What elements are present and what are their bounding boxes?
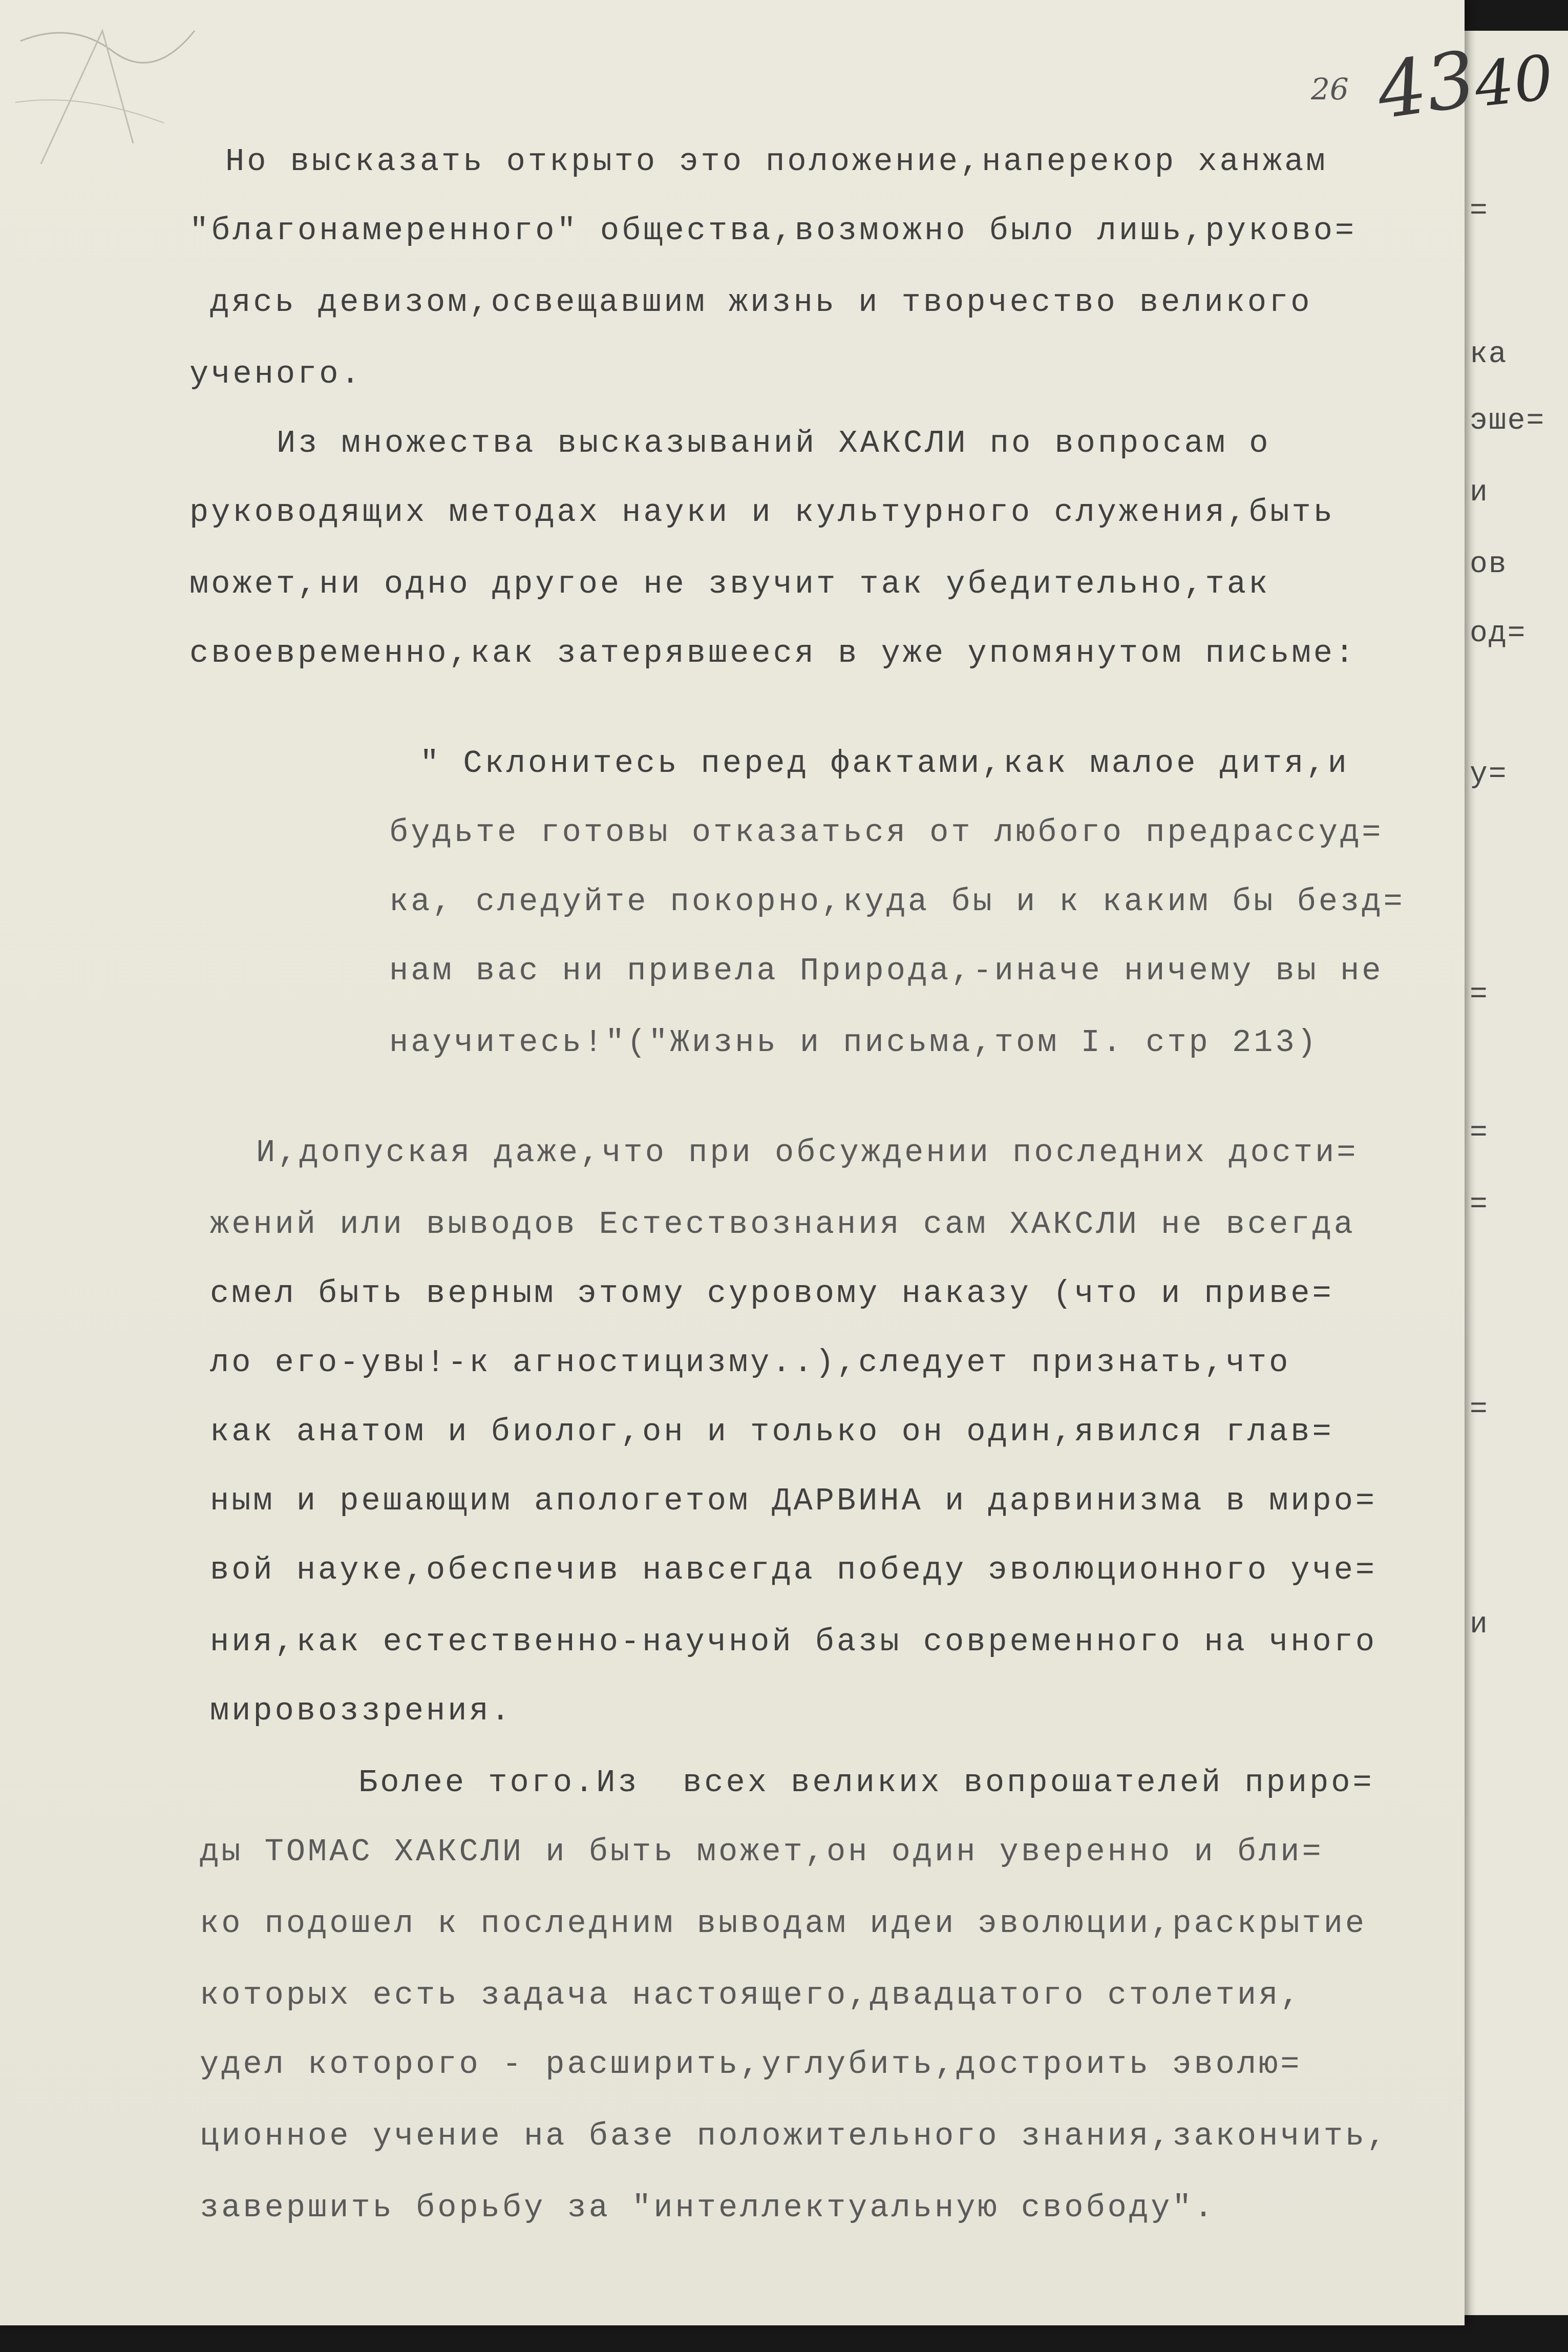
handwritten-page-number: 43 <box>1371 34 1481 137</box>
underlying-fragment: = <box>1470 195 1489 228</box>
text-line: И,допуская даже,что при обсуждении последних дости= <box>256 1135 1359 1171</box>
underlying-fragment: и <box>1470 476 1489 510</box>
handwritten-page-number-underlying: 40 <box>1471 42 1557 121</box>
underlying-fragment: од= <box>1470 617 1527 650</box>
text-line: смел быть верным этому суровому наказу (что и приве= <box>210 1275 1334 1312</box>
text-line: "благонамеренного" общества,возможно было лишь,руково= <box>189 213 1357 249</box>
text-line: жений или выводов Естествознания сам ХАКСЛИ не всегда <box>210 1206 1355 1243</box>
quote-line: нам вас ни привела Природа,-иначе ничему вы не <box>389 953 1384 989</box>
text-line: вой науке,обеспечив навсегда победу эволюционного уче= <box>210 1552 1378 1588</box>
quote-line: ка, следуйте покорно,куда бы и к каким бы безд= <box>389 884 1405 920</box>
typed-page-number: 26 <box>1311 72 1349 107</box>
text-line: ко подошел к последним выводам идеи эволюции,раскрытие <box>200 1905 1367 1942</box>
underlying-fragment: и <box>1470 1608 1489 1642</box>
underlying-fragment: = <box>1470 1393 1489 1426</box>
text-line: может,ни одно другое не звучит так убедительно,так <box>189 566 1270 602</box>
underlying-fragment: = <box>1470 1188 1489 1222</box>
underlying-fragment: эше= <box>1470 405 1545 438</box>
underlying-fragment: = <box>1470 1117 1489 1150</box>
text-line: руководящих методах науки и культурного служения,быть <box>189 494 1335 531</box>
text-line: Но высказать открыто это положение,наперекор ханжам <box>225 143 1328 180</box>
underlying-fragment: у= <box>1470 758 1508 791</box>
quote-line: " Склонитесь перед фактами,как малое дитя,и <box>420 745 1349 782</box>
text-line: ным и решающим апологетом ДАРВИНА и дарвинизма в миро= <box>210 1483 1378 1519</box>
text-line: как анатом и биолог,он и только он один,явился глав= <box>210 1414 1334 1450</box>
text-line: Более того.Из всех великих вопрошателей приро= <box>358 1765 1374 1801</box>
text-line: своевременно,как затерявшееся в уже упомянутом письме: <box>189 635 1357 671</box>
text-line: мировоззрения. <box>210 1693 513 1729</box>
text-line: дясь девизом,освещавшим жизнь и творчество великого <box>210 284 1312 321</box>
text-line: удел которого - расширить,углубить,достроить эволю= <box>200 2046 1302 2083</box>
text-line: ционное учение на базе положительного знания,закончить, <box>200 2118 1389 2154</box>
quote-line: будьте готовы отказаться от любого предрассуд= <box>389 814 1384 851</box>
text-line: завершить борьбу за "интеллектуальную свободу". <box>200 2190 1216 2226</box>
underlying-fragment: ов <box>1470 548 1508 581</box>
underlying-fragment: = <box>1470 978 1489 1012</box>
text-line: ученого. <box>189 356 363 392</box>
text-line: ды ТОМАС ХАКСЛИ и быть может,он один уверенно и бли= <box>200 1834 1324 1870</box>
text-line: которых есть задача настоящего,двадцатого столетия, <box>200 1977 1302 2013</box>
underlying-fragment: ка <box>1470 338 1508 371</box>
text-line: Из множества высказываний ХАКСЛИ по вопросам о <box>277 425 1271 461</box>
quote-line: научитесь!"("Жизнь и письма,том I. стр 213) <box>389 1024 1319 1061</box>
text-line: ло его-увы!-к агностицизму..),следует признать,что <box>210 1345 1291 1381</box>
pencil-scribble-mark <box>10 10 205 195</box>
text-line: ния,как естественно-научной базы современного на чного <box>210 1624 1378 1660</box>
